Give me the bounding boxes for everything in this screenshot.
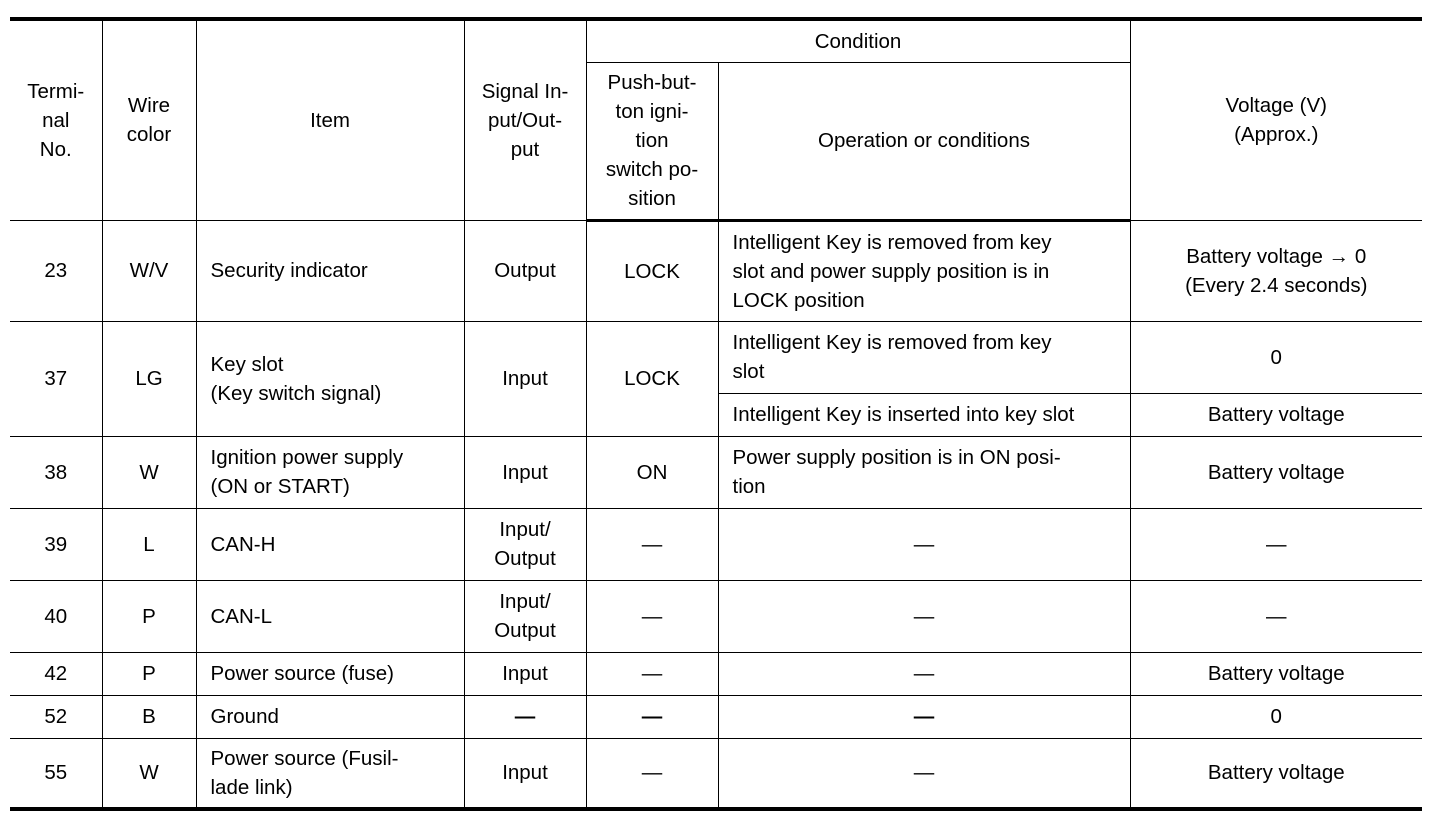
table-row [10, 580, 1422, 652]
cell-item: Key slot (Key switch signal) [196, 321, 464, 436]
cell-signal: Input [464, 652, 586, 695]
table-row [10, 695, 1422, 738]
cell-switch-position: — [586, 738, 718, 809]
cell-terminal: 52 [10, 695, 102, 738]
table-row [10, 321, 1422, 393]
table-row [10, 436, 1422, 508]
table-header [10, 19, 1422, 220]
cell-signal: — [464, 695, 586, 738]
cell-voltage: — [1130, 508, 1422, 580]
cell-operation: — [718, 652, 1130, 695]
cell-signal: Input [464, 436, 586, 508]
cell-signal: Input/ Output [464, 508, 586, 580]
cell-wire-color: W/V [102, 220, 196, 321]
cell-voltage: Battery voltage → 0 (Every 2.4 seconds) [1130, 220, 1422, 321]
cell-switch-position: — [586, 652, 718, 695]
cell-wire-color: LG [102, 321, 196, 436]
cell-operation: Intelligent Key is inserted into key slot [718, 393, 1130, 436]
table-body [10, 220, 1422, 809]
cell-voltage: Battery voltage [1130, 738, 1422, 809]
cell-terminal: 38 [10, 436, 102, 508]
cell-voltage: Battery voltage [1130, 436, 1422, 508]
cell-switch-position: — [586, 695, 718, 738]
cell-voltage: — [1130, 580, 1422, 652]
cell-operation: — [718, 580, 1130, 652]
cell-terminal: 37 [10, 321, 102, 436]
cell-item: CAN-L [196, 580, 464, 652]
cell-item: Ignition power supply (ON or START) [196, 436, 464, 508]
cell-item: Power source (Fusil- lade link) [196, 738, 464, 809]
cell-operation: Intelligent Key is removed from key slot [718, 321, 1130, 393]
cell-item: Power source (fuse) [196, 652, 464, 695]
cell-voltage: Battery voltage [1130, 393, 1422, 436]
cell-voltage: 0 [1130, 695, 1422, 738]
cell-operation: Intelligent Key is removed from key slot and power supply position is in LOCK position [718, 220, 1130, 321]
cell-wire-color: P [102, 652, 196, 695]
terminal-spec-table [10, 17, 1422, 811]
cell-wire-color: W [102, 436, 196, 508]
cell-switch-position: ON [586, 436, 718, 508]
header-item: Item [196, 19, 464, 220]
cell-item: Security indicator [196, 220, 464, 321]
header-condition: Condition [586, 19, 1130, 62]
cell-wire-color: B [102, 695, 196, 738]
cell-operation: — [718, 695, 1130, 738]
header-switch-position: Push-but- ton igni- tion switch po- sition [586, 62, 718, 220]
cell-terminal: 23 [10, 220, 102, 321]
header-operation: Operation or conditions [718, 62, 1130, 220]
table-row [10, 738, 1422, 809]
table-row [10, 220, 1422, 321]
cell-signal: Output [464, 220, 586, 321]
cell-operation: Power supply position is in ON posi- tion [718, 436, 1130, 508]
cell-terminal: 39 [10, 508, 102, 580]
cell-terminal: 55 [10, 738, 102, 809]
cell-switch-position: LOCK [586, 220, 718, 321]
cell-terminal: 42 [10, 652, 102, 695]
cell-wire-color: W [102, 738, 196, 809]
table-row [10, 508, 1422, 580]
cell-operation: — [718, 508, 1130, 580]
terminal-table-container [10, 17, 1422, 811]
header-wire-color: Wire color [102, 19, 196, 220]
cell-wire-color: L [102, 508, 196, 580]
cell-signal: Input/ Output [464, 580, 586, 652]
cell-signal: Input [464, 321, 586, 436]
cell-signal: Input [464, 738, 586, 809]
header-terminal-no: Termi- nal No. [10, 19, 102, 220]
cell-item: Ground [196, 695, 464, 738]
header-voltage: Voltage (V) (Approx.) [1130, 19, 1422, 220]
cell-item: CAN-H [196, 508, 464, 580]
cell-switch-position: — [586, 508, 718, 580]
table-row [10, 652, 1422, 695]
cell-terminal: 40 [10, 580, 102, 652]
header-signal-io: Signal In- put/Out- put [464, 19, 586, 220]
cell-switch-position: — [586, 580, 718, 652]
cell-operation: — [718, 738, 1130, 809]
cell-wire-color: P [102, 580, 196, 652]
cell-voltage: Battery voltage [1130, 652, 1422, 695]
cell-switch-position: LOCK [586, 321, 718, 436]
cell-voltage: 0 [1130, 321, 1422, 393]
